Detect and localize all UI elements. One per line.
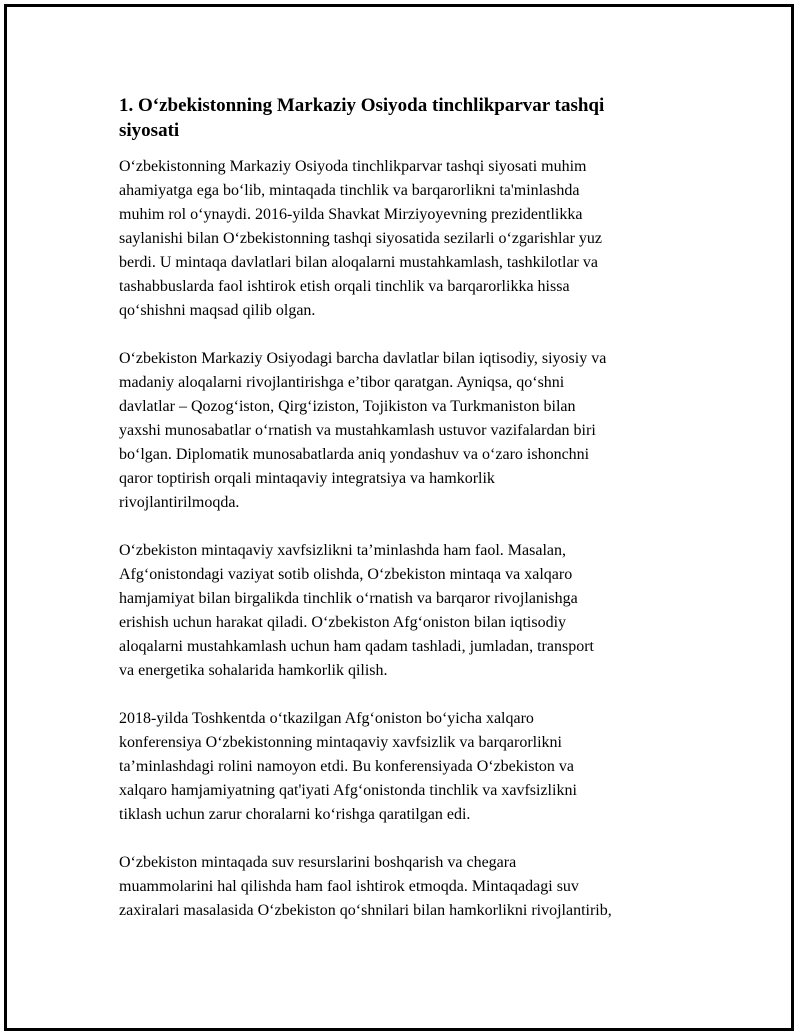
paragraph-line: Afg‘onistondagi vaziyat sotib olishda, O‘zbekiston mintaqa va xalqaro: [119, 566, 573, 583]
paragraph-line: erishish uchun harakat qiladi. O‘zbekiston Afg‘oniston bilan iqtisodiy: [119, 614, 567, 631]
paragraph-line: davlatlar – Qozog‘iston, Qirg‘iziston, Tojikiston va Turkmaniston bilan: [119, 398, 576, 415]
document-page: [4, 4, 794, 1031]
paragraph-line: bo‘lgan. Diplomatik munosabatlarda aniq yondashuv va o‘zaro ishonchni: [119, 446, 590, 463]
paragraph-line: O‘zbekiston mintaqaviy xavfsizlikni ta’minlashda ham faol. Masalan,: [119, 542, 566, 559]
paragraph-line: O‘zbekiston mintaqada suv resurslarini boshqarish va chegara: [119, 854, 517, 871]
paragraph-line: zaxiralari masalasida O‘zbekiston qo‘shnilari bilan hamkorlikni rivojlantirib,: [119, 902, 612, 919]
paragraph-line: O‘zbekiston Markaziy Osiyodagi barcha davlatlar bilan iqtisodiy, siyosiy va: [119, 350, 607, 367]
paragraph-line: yaxshi munosabatlar o‘rnatish va mustahkamlash ustuvor vazifalardan biri: [119, 422, 596, 439]
paragraph-line: konferensiya O‘zbekistonning mintaqaviy xavfsizlik va barqarorlikni: [119, 734, 562, 751]
paragraph-line: muhim rol o‘ynaydi. 2016-yilda Shavkat Mirziyoyevning prezidentlikka: [119, 206, 583, 223]
paragraph-line: hamjamiyat bilan birgalikda tinchlik o‘rnatish va barqaror rivojlanishga: [119, 590, 578, 607]
paragraph-line: ta’minlashdagi rolini namoyon etdi. Bu konferensiyada O‘zbekiston va: [119, 758, 574, 775]
paragraph-line: tiklash uchun zarur choralarni ko‘rishga qaratilgan edi.: [119, 806, 471, 823]
paragraph-line: aloqalarni mustahkamlash uchun ham qadam tashladi, jumladan, transport: [119, 638, 594, 655]
paragraph-line: berdi. U mintaqa davlatlari bilan aloqalarni mustahkamlash, tashkilotlar va: [119, 254, 598, 271]
paragraph-line: qo‘shishni maqsad qilib olgan.: [119, 302, 316, 319]
document-body: [119, 93, 679, 947]
section-heading: [119, 93, 679, 143]
paragraph-line: 2018-yilda Toshkentda o‘tkazilgan Afg‘oniston bo‘yicha xalqaro: [119, 710, 534, 727]
paragraph-line: tashabbuslarda faol ishtirok etish orqali tinchlik va barqarorlikka hissa: [119, 278, 570, 295]
paragraph: [119, 539, 679, 683]
paragraph: [119, 155, 679, 323]
paragraph-line: ahamiyatga ega bo‘lib, mintaqada tinchlik va barqarorlikni ta'minlashda: [119, 182, 580, 199]
paragraph-line: rivojlantirilmoqda.: [119, 494, 240, 511]
paragraph-line: va energetika sohalarida hamkorlik qilish.: [119, 662, 388, 679]
section-heading-line: 1. O‘zbekistonning Markaziy Osiyoda tinchlikparvar tashqi: [119, 95, 605, 116]
paragraph-line: O‘zbekistonning Markaziy Osiyoda tinchlikparvar tashqi siyosati muhim: [119, 158, 587, 175]
paragraph: [119, 707, 679, 827]
paragraph-line: saylanishi bilan O‘zbekistonning tashqi siyosatida sezilarli o‘zgarishlar yuz: [119, 230, 602, 247]
paragraph-line: xalqaro hamjamiyatning qat'iyati Afg‘onistonda tinchlik va xavfsizlikni: [119, 782, 577, 799]
section-heading-line: siyosati: [119, 120, 180, 141]
paragraph-line: madaniy aloqalarni rivojlantirishga e’tibor qaratgan. Ayniqsa, qo‘shni: [119, 374, 565, 391]
paragraph: [119, 851, 679, 923]
paragraph-line: muammolarini hal qilishda ham faol ishtirok etmoqda. Mintaqadagi suv: [119, 878, 579, 895]
paragraph: [119, 347, 679, 515]
paragraph-line: qaror toptirish orqali mintaqaviy integratsiya va hamkorlik: [119, 470, 495, 487]
